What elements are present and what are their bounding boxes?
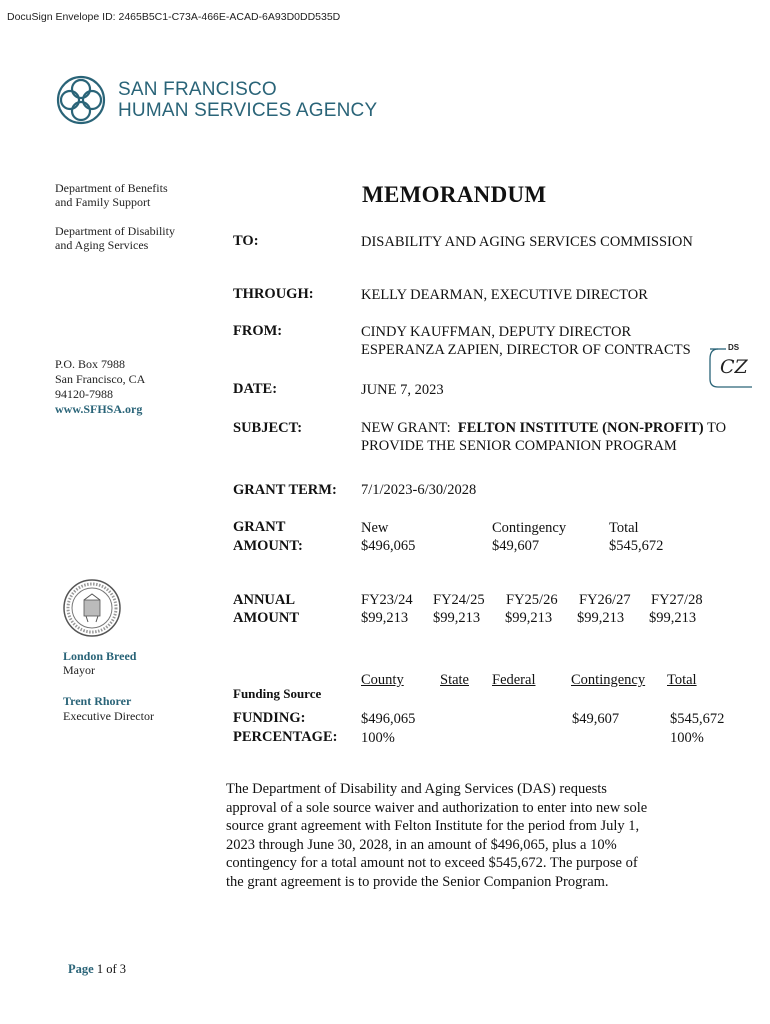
date-label: DATE: <box>233 381 278 397</box>
director-title: Executive Director <box>63 709 154 723</box>
grant-contingency-value: $49,607 <box>492 538 540 554</box>
funding-source-label: Funding Source <box>233 686 322 701</box>
page-of-total: of 3 <box>103 962 126 976</box>
percentage-label: PERCENTAGE: <box>233 729 338 745</box>
address-line3: 94120-7988 <box>55 387 113 401</box>
annual-fy-5: FY27/28 <box>651 592 703 608</box>
percentage-total-value: 100% <box>670 730 704 746</box>
grant-contingency-label: Contingency <box>492 520 567 536</box>
city-seal <box>62 578 122 643</box>
subject-label: SUBJECT: <box>233 420 303 436</box>
funding-header-total: Total <box>667 672 697 688</box>
annual-amount-label-2: AMOUNT <box>233 610 300 626</box>
from-line1: CINDY KAUFFMAN, DEPUTY DIRECTOR <box>361 324 632 340</box>
funding-label: FUNDING: <box>233 710 306 726</box>
to-value: DISABILITY AND AGING SERVICES COMMISSION <box>361 234 693 250</box>
address-line2: San Francisco, CA <box>55 372 146 386</box>
funding-header-contingency: Contingency <box>571 672 646 688</box>
dept2-line2: and Aging Services <box>55 238 149 252</box>
agency-logo <box>55 74 107 131</box>
memo-title: MEMORANDUM <box>362 182 547 207</box>
to-label: TO: <box>233 233 259 249</box>
page-footer <box>68 962 126 977</box>
grant-total-label: Total <box>609 520 639 536</box>
annual-fy-4: FY26/27 <box>579 592 631 608</box>
from-line2: ESPERANZA ZAPIEN, DIRECTOR OF CONTRACTS <box>361 342 691 358</box>
funding-county-value: $496,065 <box>361 711 416 727</box>
annual-amount-3: $99,213 <box>505 610 553 626</box>
page-number: 1 <box>96 962 104 976</box>
annual-amount-4: $99,213 <box>577 610 625 626</box>
dept2-line1: Department of Disability <box>55 224 175 238</box>
subject-suffix: TO <box>703 420 727 436</box>
mayor-title: Mayor <box>63 663 95 677</box>
date-value: JUNE 7, 2023 <box>361 382 444 398</box>
grant-term-value: 7/1/2023-6/30/2028 <box>361 482 477 498</box>
director-name: Trent Rhorer <box>63 694 132 708</box>
city-seal-icon <box>62 578 122 638</box>
through-value: KELLY DEARMAN, EXECUTIVE DIRECTOR <box>361 287 648 303</box>
funding-total-value: $545,672 <box>670 711 725 727</box>
subject-line2: PROVIDE THE SENIOR COMPANION PROGRAM <box>361 438 677 454</box>
docusign-envelope-id: DocuSign Envelope ID: 2465B5C1-C73A-466E-ACAD-6A93D0DD535D <box>7 11 341 23</box>
subject-prefix: NEW GRANT: <box>361 420 458 436</box>
initials-tag: DS <box>728 343 740 352</box>
docusign-initials <box>708 345 754 389</box>
agency-name-line2: HUMAN SERVICES AGENCY <box>118 100 378 121</box>
annual-fy-1: FY23/24 <box>361 592 413 608</box>
grant-amount-label-1: GRANT <box>233 519 286 535</box>
subject-grantee: FELTON INSTITUTE (NON-PROFIT) <box>457 420 704 436</box>
grant-new-value: $496,065 <box>361 538 416 554</box>
grant-new-label: New <box>361 520 389 536</box>
grant-amount-label-2: AMOUNT: <box>233 538 303 554</box>
percentage-county-value: 100% <box>361 730 395 746</box>
annual-amount-1: $99,213 <box>361 610 409 626</box>
funding-header-state: State <box>440 672 469 688</box>
funding-contingency-value: $49,607 <box>572 711 620 727</box>
agency-name-line1: SAN FRANCISCO <box>118 79 277 100</box>
annual-amount-5: $99,213 <box>649 610 697 626</box>
grant-term-label: GRANT TERM: <box>233 482 337 498</box>
page-word: Page <box>68 962 94 976</box>
annual-amount-label-1: ANNUAL <box>233 592 296 608</box>
website-link[interactable]: www.SFHSA.org <box>55 402 143 416</box>
grant-total-value: $545,672 <box>609 538 664 554</box>
address-line1: P.O. Box 7988 <box>55 357 126 371</box>
annual-amount-2: $99,213 <box>433 610 481 626</box>
funding-header-federal: Federal <box>492 672 536 688</box>
from-label: FROM: <box>233 323 283 339</box>
annual-fy-2: FY24/25 <box>433 592 485 608</box>
memo-body-paragraph: The Department of Disability and Aging Services (DAS) requests approval of a sole source waiver and authorization to enter into new sole source grant agreement with Felton Institute for the period from July 1, 2023 through June 30, 2028, in an amount of $496,065, plus a 10% contingency for a total amount not to exceed $545,672. The purpose of the grant agreement is to provide the Senior Companion Program. <box>226 781 648 890</box>
initials-signature: CZ <box>720 356 748 378</box>
agency-emblem-icon <box>55 74 107 126</box>
annual-fy-3: FY25/26 <box>506 592 558 608</box>
funding-header-county: County <box>361 672 404 688</box>
through-label: THROUGH: <box>233 286 314 302</box>
subject-line1 <box>361 419 726 437</box>
dept1-line2: and Family Support <box>55 195 151 209</box>
dept1-line1: Department of Benefits <box>55 181 168 195</box>
mayor-name: London Breed <box>63 649 137 663</box>
